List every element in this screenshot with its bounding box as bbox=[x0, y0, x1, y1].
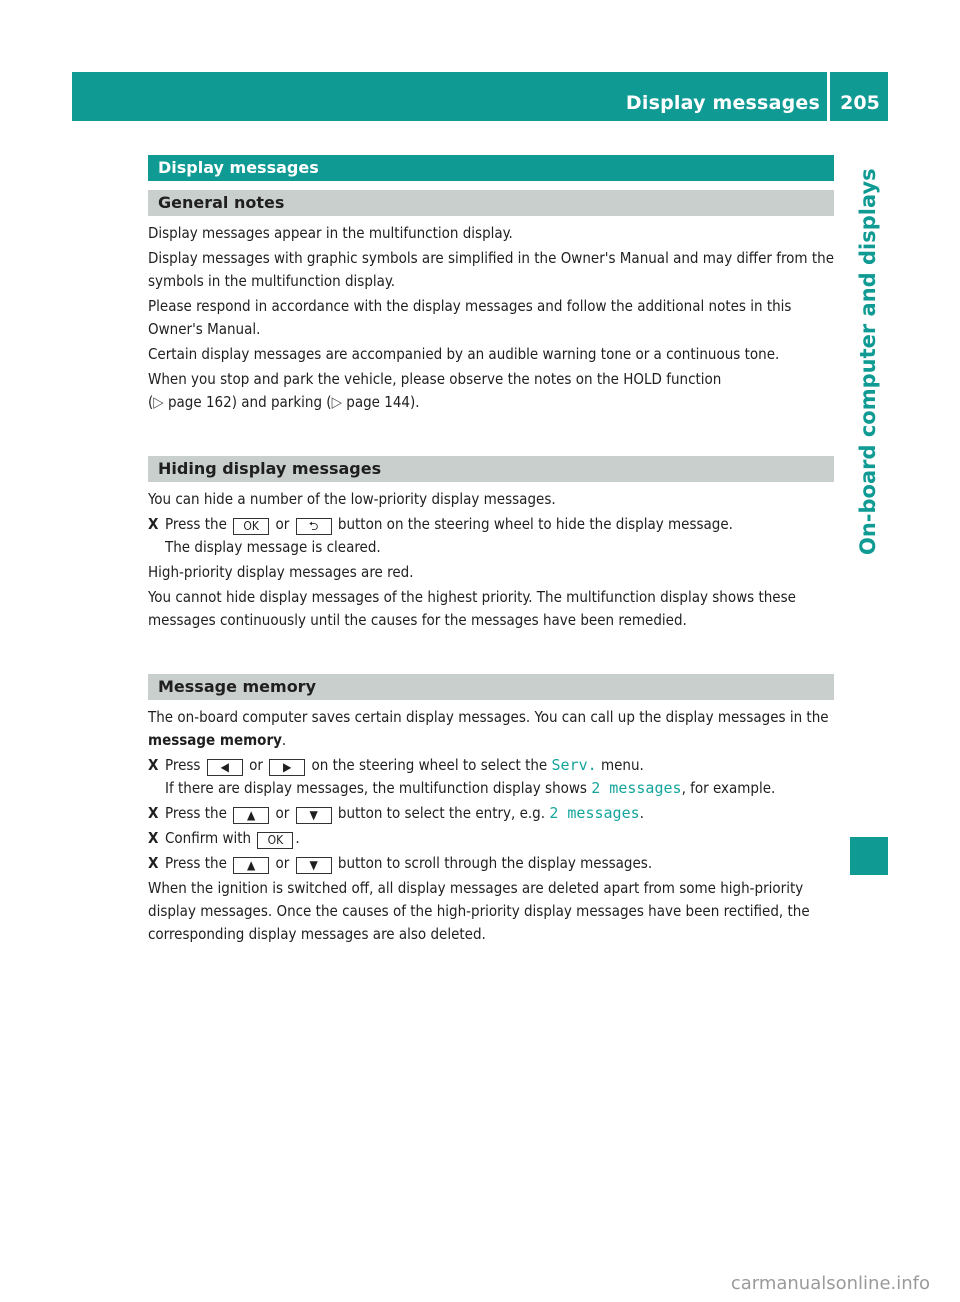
paragraph: The on-board computer saves certain display messages. You can call up the display messages in the message memory. bbox=[148, 708, 829, 749]
instruction-step: X Press the ▲ or ▼ button to scroll through the display messages. bbox=[148, 852, 834, 875]
hiding-messages-heading: Hiding display messages bbox=[148, 456, 834, 482]
paragraph: When the ignition is switched off, all display messages are deleted apart from some high-priority display messages. Once the causes of the high-priority display messages have been rectified, the corresponding display messages are also deleted. bbox=[148, 879, 810, 943]
paragraph: Please respond in accordance with the display messages and follow the additional notes in this Owner's Manual. bbox=[148, 297, 792, 338]
ok-button-icon: OK bbox=[233, 518, 269, 535]
step-marker: X bbox=[148, 804, 159, 822]
ok-button-icon: OK bbox=[257, 832, 293, 849]
left-button-icon: ◀ bbox=[207, 759, 243, 776]
paragraph: When you stop and park the vehicle, please observe the notes on the HOLD function (▷ page 162) and parking (▷ page 144). bbox=[148, 370, 722, 411]
instruction-step: X Press ◀ or ▶ on the steering wheel to select the Serv. menu. If there are display messages, the multifunction display shows 2 messages, for example. bbox=[148, 756, 776, 797]
display-text: Serv. bbox=[551, 756, 597, 774]
side-tab-marker bbox=[850, 837, 888, 875]
up-button-icon: ▲ bbox=[233, 857, 269, 874]
message-memory-heading: Message memory bbox=[148, 674, 834, 700]
down-button-icon: ▼ bbox=[296, 857, 332, 874]
side-tab-label: On-board computer and displays bbox=[856, 168, 880, 555]
reference-arrow-icon: ▷ bbox=[153, 393, 164, 411]
paragraph: You cannot hide display messages of the highest priority. The multifunction display shows these messages continuously until the causes for the messages have been remedied. bbox=[148, 588, 796, 629]
step-marker: X bbox=[148, 515, 159, 533]
page-reference[interactable]: page 162) and parking ( bbox=[167, 393, 332, 411]
instruction-step: X Press the ▲ or ▼ button to select the entry, e.g. 2 messages. bbox=[148, 802, 834, 825]
general-notes-heading: General notes bbox=[148, 190, 834, 216]
display-text: 2 messages bbox=[549, 804, 640, 822]
page-header bbox=[72, 72, 888, 121]
right-button-icon: ▶ bbox=[269, 759, 305, 776]
page-number: 205 bbox=[840, 92, 880, 114]
step-marker: X bbox=[148, 854, 159, 872]
instruction-step: X Confirm with OK . bbox=[148, 827, 834, 850]
paragraph: You can hide a number of the low-priority display messages. bbox=[148, 490, 556, 508]
paragraph: Display messages appear in the multifunction display. bbox=[148, 224, 513, 242]
paragraph: Certain display messages are accompanied by an audible warning tone or a continuous tone. bbox=[148, 345, 780, 363]
reference-arrow-icon: ▷ bbox=[331, 393, 342, 411]
up-button-icon: ▲ bbox=[233, 807, 269, 824]
step-marker: X bbox=[148, 756, 159, 774]
page-content bbox=[148, 155, 834, 946]
page-reference[interactable]: page 144). bbox=[346, 393, 420, 411]
header-title: Display messages bbox=[625, 92, 820, 114]
header-divider bbox=[827, 72, 830, 121]
down-button-icon: ▼ bbox=[296, 807, 332, 824]
watermark: carmanualsonline.info bbox=[730, 1273, 930, 1294]
step-result: The display message is cleared. bbox=[165, 538, 381, 556]
section-title: Display messages bbox=[148, 155, 834, 181]
back-button-icon: ⮌ bbox=[296, 518, 332, 535]
step-marker: X bbox=[148, 829, 159, 847]
paragraph: High-priority display messages are red. bbox=[148, 563, 414, 581]
bold-term: message memory bbox=[148, 731, 282, 749]
instruction-step: X Press the OK or ⮌ button on the steering wheel to hide the display message. The display message is cleared. bbox=[148, 515, 733, 556]
display-text: 2 messages bbox=[591, 779, 682, 797]
paragraph: Display messages with graphic symbols are simplified in the Owner's Manual and may differ from the symbols in the multifunction display. bbox=[148, 249, 835, 290]
